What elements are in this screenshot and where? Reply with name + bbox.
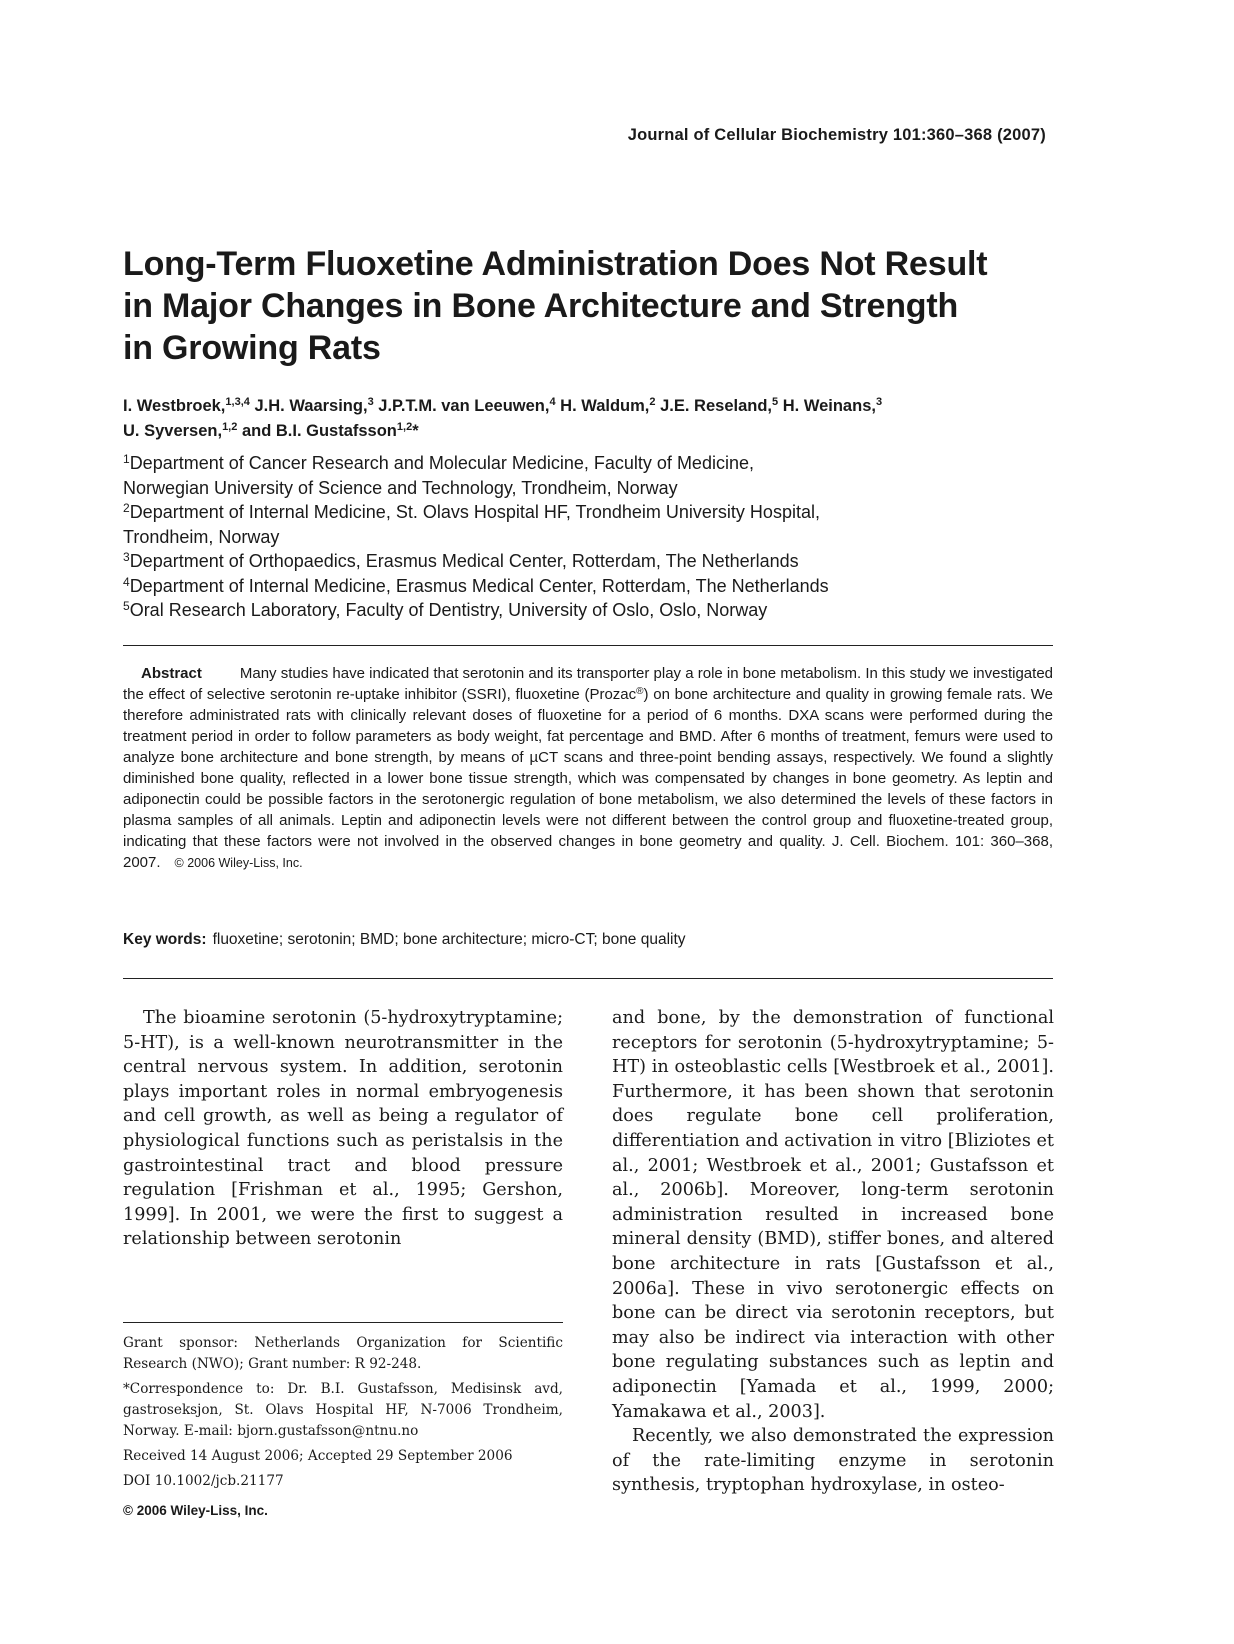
author: and B.I. Gustafsson$^{1,2}$* [241,421,419,440]
grant-footnote: Grant sponsor: Netherlands Organization for Scientific Research (NWO); Grant number: R 92-248. [123,1335,563,1372]
footnote-copyright: © 2006 Wiley-Liss, Inc. [123,1503,268,1518]
affiliation: $^4$Department of Internal Medicine, Erasmus Medical Center, Rotterdam, The Netherlands [123,574,829,596]
author: H. Waldum,$^2$ [560,396,656,415]
body-column-left [123,1006,563,1252]
author: J.E. Reseland,$^5$ [660,396,779,415]
doi-footnote: DOI 10.1002/jcb.21177 [123,1473,284,1489]
abstract [123,663,1053,874]
body-column-right [612,1006,1054,1498]
article-title [123,243,1053,369]
affiliation-list [123,451,1083,623]
title-line: in Major Changes in Bone Architecture and Strength [123,287,959,325]
body-paragraph: and bone, by the demonstration of functional receptors for serotonin (5-hydroxytryptamine; 5-HT) in osteoblastic cells [Westbroek et al., 2001]. Furthermore, it has been shown that serotonin does regulate bone cell proliferation, differentiation and activation in vitro [Bliziotes et al., 2001; Westbroek et al., 2001; Gustafsson et al., 2006b]. Moreover, long-term serotonin administration resulted in increased bone mineral density (BMD), stiffer bones, and altered bone architecture in rats [Gustafsson et al., 2006a]. These in vivo serotonergic effects on bone can be direct via serotonin receptors, but may also be indirect via interaction with other bone regulating substances such as leptin and adiponectin [Yamada et al., 1999, 2000; Yamakawa et al., 2003]. [612,1008,1054,1422]
affiliation: Norwegian University of Science and Technology, Trondheim, Norway [123,477,678,498]
divider [123,978,1053,979]
keywords-text: fluoxetine; serotonin; BMD; bone architecture; micro-CT; bone quality [212,931,686,948]
author: H. Weinans,$^3$ [782,396,883,415]
footnote-divider [123,1322,563,1323]
affiliation: Trondheim, Norway [123,526,280,547]
journal-header: Journal of Cellular Biochemistry 101:360–368 (2007) [627,126,1046,144]
author: U. Syversen,$^{1,2}$ [123,421,238,440]
footnotes [123,1333,563,1525]
abstract-text: Many studies have indicated that serotonin and its transporter play a role in bone metabolism. In this study we investigated the effect of selective serotonin re-uptake inhibitor (SSRI), fluoxetine (Prozac [123,665,1053,703]
affiliation: $^3$Department of Orthopaedics, Erasmus Medical Center, Rotterdam, The Netherlands [123,550,799,571]
body-paragraph: Recently, we also demonstrated the expression of the rate-limiting enzyme in serotonin synthesis, tryptophan hydroxylase, in osteo- [612,1426,1054,1496]
keywords [123,931,1053,949]
title-line: in Growing Rats [123,329,381,367]
author: J.H. Waarsing,$^3$ [254,396,374,415]
abstract-label: Abstract [141,665,202,682]
registered-mark: ® [636,686,644,697]
author-list [123,394,1073,444]
divider [123,645,1053,646]
affiliation: $^1$Department of Cancer Research and Molecular Medicine, Faculty of Medicine, [123,452,754,473]
abstract-copyright: © 2006 Wiley-Liss, Inc. [174,856,303,870]
correspondence-footnote: *Correspondence to: Dr. B.I. Gustafsson, Medisinsk avd, gastroseksjon, St. Olavs Hospital HF, N-7006 Trondheim, Norway. E-mail: bjorn.gustafsson@ntnu.no [123,1381,563,1439]
abstract-text: ) on bone architecture and quality in growing female rats. We therefore administrated rats with clinically relevant doses of fluoxetine for a period of 6 months. DXA scans were performed during the treatment period in order to follow parameters as body weight, fat percentage and BMD. After 6 months of treatment, femurs were used to analyze bone architecture and bone strength, by means of µCT scans and three-point bending assays, respectively. We found a slightly diminished bone quality, reflected in a lower bone tissue strength, which was compensated by changes in bone geometry. As leptin and adiponectin could be possible factors in the serotonergic regulation of bone metabolism, we also determined the levels of these factors in plasma samples of all animals. Leptin and adiponectin levels were not different between the control group and fluoxetine-treated group, indicating that these factors were not involved in the observed changes in bone geometry and quality. J. Cell. Biochem. 101: 360–368, 2007. [123,686,1054,871]
affiliation: $^2$Department of Internal Medicine, St. Olavs Hospital HF, Trondheim University Hospital, [123,501,820,522]
author: I. Westbroek,$^{1,3,4}$ [123,396,250,415]
keywords-label: Key words: [123,931,207,948]
title-line: Long-Term Fluoxetine Administration Does Not Result [123,245,988,283]
affiliation: $^5$Oral Research Laboratory, Faculty of Dentistry, University of Oslo, Oslo, Norway [123,599,768,620]
body-paragraph: The bioamine serotonin (5-hydroxytryptamine; 5-HT), is a well-known neurotransmitter in the central nervous system. In addition, serotonin plays important roles in normal embryogenesis and cell growth, as well as being a regulator of physiological functions such as peristalsis in the gastrointestinal tract and blood pressure regulation [Frishman et al., 1995; Gershon, 1999]. In 2001, we were the first to suggest a relationship between serotonin [123,1008,563,1250]
author: J.P.T.M. van Leeuwen,$^4$ [378,396,556,415]
received-footnote: Received 14 August 2006; Accepted 29 September 2006 [123,1448,513,1464]
